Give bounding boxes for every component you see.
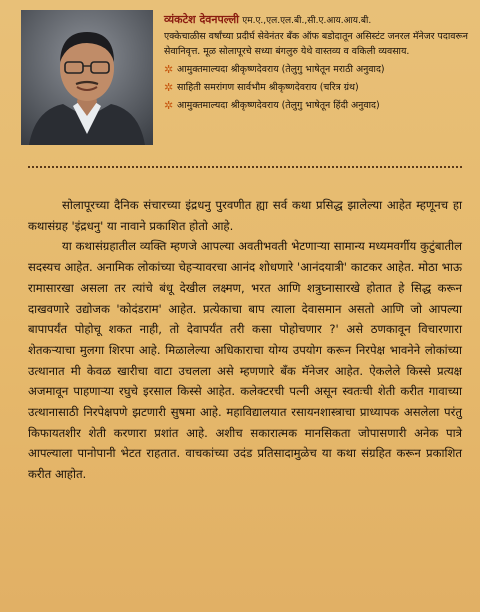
author-qualifications: एम.ए.,एल.एल.बी.,सी.ए.आय.आय.बी. [242, 16, 372, 26]
author-heading [164, 12, 474, 29]
blurb-text [28, 195, 462, 485]
dotted-divider [28, 166, 462, 168]
book-title: साहिती समरांगण सार्वभौम श्रीकृष्णदेवराय [177, 82, 317, 93]
blurb-paragraph: सोलापूरच्या दैनिक संचारच्या इंद्रधनु पुरवणीत ह्या सर्व कथा प्रसिद्ध झालेल्या आहेत म्हणूनच हा कथासंग्रह 'इंद्रधनु' या नावाने प्रकाशित होतो आहे. [28, 198, 462, 233]
book-item [164, 79, 474, 97]
author-bio [164, 12, 474, 115]
flower-bullet-icon: ✲ [164, 99, 174, 112]
book-title: आमुक्तमाल्यदा श्रीकृष्णदेवराय [177, 100, 279, 111]
author-bio-text: एक्केचाळीस वर्षांच्या प्रदीर्घ सेवेनंतर बँक ऑफ बडोदातून असिस्टंट जनरल मॅनेजर पदावरून सेवानिवृत्त. मूळ सोलापूरचे सध्या बंगलुरु येथे वास्तव्य व वकिली व्यवसाय. [164, 31, 468, 57]
author-photo [21, 10, 153, 145]
flower-bullet-icon: ✲ [164, 63, 174, 76]
book-note: (तेलुगु भाषेतून मराठी अनुवाद) [281, 64, 385, 75]
author-portrait-image [21, 10, 153, 145]
flower-bullet-icon: ✲ [164, 81, 174, 94]
book-item [164, 97, 474, 115]
author-name: व्यंकटेश देवनपल्ली [164, 13, 240, 26]
book-title: आमुक्तमाल्यदा श्रीकृष्णदेवराय [177, 64, 279, 75]
book-note: (तेलुगु भाषेतून हिंदी अनुवाद) [281, 100, 380, 111]
book-note: (चरित्र ग्रंथ) [319, 82, 359, 93]
book-item [164, 61, 474, 79]
book-list [164, 61, 474, 115]
blurb-paragraph: या कथासंग्रहातील व्यक्ति म्हणजे आपल्या अवतीभवती भेटणाऱ्या सामान्य मध्यमवर्गीय कुटुंबातील सदस्यच आहेत. अनामिक लोकांच्या चेहऱ्यावरचा आनंद शोधणारे 'आनंदयात्री' काटकर आहेत. मोठा भाऊ रामासारखा असला तर त्यांचे बंधू देखील लक्ष्मण, भरत आणि शत्रुघ्नासारखे होतात हे सिद्ध करून दाखवणारे उद्योजक 'कोदंडराम' आहेत. प्रत्येकाचा बाप त्याला देवासमान असतो आणि जो आपल्या बापापर्यंत पोहोचू शकत नाही, तो देवापर्यंत तरी कसा पोहोचणार ?' असे ठणकावून विचारणारा शेतकऱ्याचा मुलगा शिरपा आहे. मिळालेल्या अधिकाराचा योग्य उपयोग करून निरपेक्ष भावनेने लोकांच्या उत्थानात मी केवळ खारीचा वाटा उचलला असे म्हणणारे बँक मॅनेजर आहेत. ऐकलेले किस्से प्रत्यक्ष अजमावून पाहणाऱ्या रघुचे इरसाल किस्से आहेत. कलेक्टरची पत्नी असून स्वतःची शेती करीत गावाच्या उत्थानासाठी निरपेक्षपणे झटणारी सुषमा आहे. महाविद्यालयात रसायनशास्त्राचा प्राध्यापक असलेला परंतु किफायतशीर शेती करणारा प्रशांत आहे. अशीच सकारात्मक मानसिकता जोपासणारी अनेक पात्रे आपल्याला पानोपानी भेटत राहतात. वाचकांच्या उदंड प्रतिसादामुळेच या कथा संग्रहित करून प्रकाशित करीत आहोत. [28, 239, 462, 482]
